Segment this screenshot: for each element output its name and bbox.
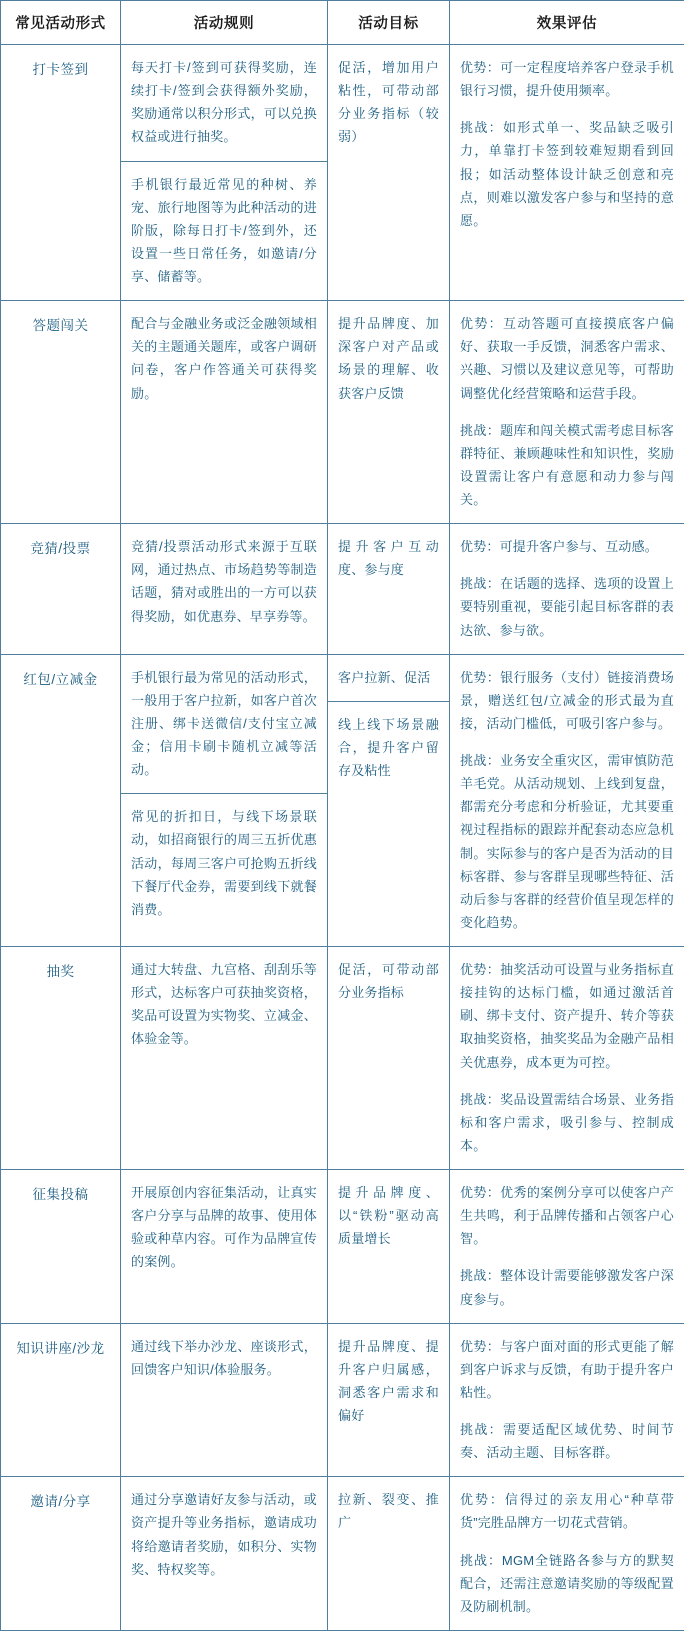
activity-form-label: 邀请/分享 bbox=[1, 1477, 120, 1526]
evaluation-advantage: 优势：可一定程度培养客户登录手机银行习惯，提升使用频率。 bbox=[460, 56, 674, 102]
activity-form-label: 征集投稿 bbox=[1, 1170, 120, 1219]
evaluation-block bbox=[450, 655, 684, 946]
cell-activity-form bbox=[1, 45, 121, 301]
rule-text: 手机银行最为常见的活动形式，一般用于客户拉新，如客户首次注册、绑卡送微信/支付宝立减金；信用卡刷卡随机立减等活动。 bbox=[121, 655, 327, 794]
cell-effect-evaluation bbox=[450, 1323, 684, 1477]
evaluation-challenge: 挑战：业务安全重灾区，需审慎防范羊毛党。从活动规划、上线到复盘，都需充分考虑和分析验证，尤其要重视过程指标的跟踪并配套动态应急机制。实际参与的客户是否为活动的目标客群、参与客群呈现哪些特征、活动后参与客群的经营价值呈现怎样的变化趋势。 bbox=[460, 749, 674, 934]
goal-text: 提升品牌度、提升客户归属感，洞悉客户需求和偏好 bbox=[328, 1324, 449, 1440]
goal-text: 促活，增加用户粘性，可带动部分业务指标（较弱） bbox=[328, 45, 449, 161]
rule-text: 开展原创内容征集活动，让真实客户分享与品牌的故事、使用体验或种草内容。可作为品牌宣传的案例。 bbox=[121, 1170, 327, 1286]
evaluation-advantage: 优势：信得过的亲友用心“种草带货”完胜品牌方一切花式营销。 bbox=[460, 1488, 674, 1534]
activity-form-label: 知识讲座/沙龙 bbox=[1, 1324, 120, 1373]
rule-segment bbox=[121, 793, 327, 933]
evaluation-advantage: 优势：互动答题可直接摸底客户偏好、获取一手反馈，洞悉客户需求、兴趣、习惯以及建议意见等，可帮助调整优化经营策略和运营手段。 bbox=[460, 312, 674, 405]
activity-form-label: 红包/立减金 bbox=[1, 655, 120, 704]
evaluation-challenge: 挑战：需要适配区域优势、时间节奏、活动主题、目标客群。 bbox=[460, 1418, 674, 1464]
evaluation-advantage: 优势：银行服务（支付）链接消费场景，赠送红包/立减金的形式最为直接，活动门槛低，可吸引客户参与。 bbox=[460, 666, 674, 735]
rule-text: 通过分享邀请好友参与活动，或资产提升等业务指标，邀请成功将给邀请者奖励，如积分、实物奖、特权奖等。 bbox=[121, 1477, 327, 1593]
rule-text: 配合与金融业务或泛金融领域相关的主题通关题库，或客户调研问卷，客户作答通关可获得奖励。 bbox=[121, 301, 327, 417]
evaluation-challenge: 挑战：MGM全链路各参与方的默契配合，还需注意邀请奖励的等级配置及防刷机制。 bbox=[460, 1549, 674, 1618]
table-row bbox=[1, 1170, 684, 1324]
table-row bbox=[1, 45, 684, 301]
activity-form-label: 竞猜/投票 bbox=[1, 524, 120, 573]
cell-effect-evaluation bbox=[450, 45, 684, 301]
activity-form-label: 打卡签到 bbox=[1, 45, 120, 94]
cell-activity-rules bbox=[121, 1323, 328, 1477]
cell-effect-evaluation bbox=[450, 301, 684, 524]
goal-segment bbox=[328, 655, 449, 701]
cell-activity-goals bbox=[328, 301, 450, 524]
rule-text: 竞猜/投票活动形式来源于互联网，通过热点、市场趋势等制造话题，猜对或胜出的一方可以获得奖励，如优惠券、早享券等。 bbox=[121, 524, 327, 640]
cell-activity-rules bbox=[121, 301, 328, 524]
cell-activity-goals bbox=[328, 524, 450, 655]
cell-effect-evaluation bbox=[450, 947, 684, 1170]
cell-activity-rules bbox=[121, 1170, 328, 1324]
goal-text: 拉新、裂变、推广 bbox=[328, 1477, 449, 1546]
table-row bbox=[1, 524, 684, 655]
evaluation-block bbox=[450, 301, 684, 523]
cell-activity-form bbox=[1, 1170, 121, 1324]
table-body bbox=[1, 45, 684, 1631]
cell-activity-goals bbox=[328, 1323, 450, 1477]
cell-activity-form bbox=[1, 1477, 121, 1631]
activity-form-label: 抽奖 bbox=[1, 947, 120, 996]
evaluation-advantage: 优势：优秀的案例分享可以使客户产生共鸣，利于品牌传播和占领客户心智。 bbox=[460, 1181, 674, 1250]
evaluation-challenge: 挑战：奖品设置需结合场景、业务指标和客户需求，吸引参与、控制成本。 bbox=[460, 1088, 674, 1157]
cell-effect-evaluation bbox=[450, 654, 684, 946]
rule-segment bbox=[121, 161, 327, 301]
column-header-activity-goals: 活动目标 bbox=[328, 1, 450, 45]
evaluation-challenge: 挑战：整体设计需要能够激发客户深度参与。 bbox=[460, 1264, 674, 1310]
activity-form-label: 答题闯关 bbox=[1, 301, 120, 350]
evaluation-block bbox=[450, 1324, 684, 1477]
cell-activity-rules bbox=[121, 1477, 328, 1631]
cell-activity-form bbox=[1, 654, 121, 946]
table-row bbox=[1, 301, 684, 524]
cell-effect-evaluation bbox=[450, 524, 684, 655]
goal-text: 线上线下场景融合，提升客户留存及粘性 bbox=[328, 702, 449, 794]
cell-activity-goals bbox=[328, 45, 450, 301]
cell-effect-evaluation bbox=[450, 1170, 684, 1324]
cell-activity-form bbox=[1, 524, 121, 655]
evaluation-challenge: 挑战：在话题的选择、选项的设置上要特别重视，要能引起目标客群的表达欲、参与欲。 bbox=[460, 572, 674, 641]
table-row bbox=[1, 947, 684, 1170]
column-header-effect-evaluation: 效果评估 bbox=[450, 1, 684, 45]
cell-activity-rules bbox=[121, 947, 328, 1170]
rule-text: 手机银行最近常见的种树、养宠、旅行地图等为此种活动的进阶版，除每日打卡/签到外，还设置一些日常任务，如邀请/分享、储蓄等。 bbox=[121, 162, 327, 301]
cell-activity-goals bbox=[328, 1170, 450, 1324]
cell-activity-goals bbox=[328, 1477, 450, 1631]
table-header-row bbox=[1, 1, 684, 45]
evaluation-challenge: 挑战：题库和闯关模式需考虑目标客群特征、兼顾趣味性和知识性，奖励设置需让客户有意愿和动力参与闯关。 bbox=[460, 419, 674, 512]
evaluation-challenge: 挑战：如形式单一、奖品缺乏吸引力，单靠打卡签到较难短期看到回报；如活动整体设计缺乏创意和亮点，则难以激发客户参与和坚持的意愿。 bbox=[460, 116, 674, 232]
evaluation-block bbox=[450, 45, 684, 244]
rule-text: 通过线下举办沙龙、座谈形式，回馈客户知识/体验服务。 bbox=[121, 1324, 327, 1393]
goal-segment bbox=[328, 701, 449, 794]
cell-activity-rules bbox=[121, 45, 328, 301]
cell-activity-form bbox=[1, 947, 121, 1170]
evaluation-block bbox=[450, 1477, 684, 1630]
cell-activity-form bbox=[1, 1323, 121, 1477]
column-header-activity-rules: 活动规则 bbox=[121, 1, 328, 45]
evaluation-block bbox=[450, 947, 684, 1169]
table-row bbox=[1, 654, 684, 946]
goal-text: 客户拉新、促活 bbox=[328, 655, 449, 701]
goal-text: 提升客户互动度、参与度 bbox=[328, 524, 449, 593]
evaluation-advantage: 优势：抽奖活动可设置与业务指标直接挂钩的达标门槛，如通过激活首刷、绑卡支付、资产提升、转介等获取抽奖资格，抽奖奖品为金融产品相关优惠券，成本更为可控。 bbox=[460, 958, 674, 1074]
evaluation-block bbox=[450, 524, 684, 654]
rule-segment bbox=[121, 655, 327, 794]
table-row bbox=[1, 1477, 684, 1631]
goal-text: 提升品牌度、加深客户对产品或场景的理解、收获客户反馈 bbox=[328, 301, 449, 417]
rule-text: 每天打卡/签到可获得奖励，连续打卡/签到会获得额外奖励，奖励通常以积分形式，可以兑换权益或进行抽奖。 bbox=[121, 45, 327, 161]
cell-activity-goals bbox=[328, 947, 450, 1170]
evaluation-advantage: 优势：可提升客户参与、互动感。 bbox=[460, 535, 674, 558]
cell-activity-rules bbox=[121, 654, 328, 946]
goal-text: 提升品牌度、以“铁粉”驱动高质量增长 bbox=[328, 1170, 449, 1262]
evaluation-advantage: 优势：与客户面对面的形式更能了解到客户诉求与反馈，有助于提升客户粘性。 bbox=[460, 1335, 674, 1404]
cell-effect-evaluation bbox=[450, 1477, 684, 1631]
evaluation-block bbox=[450, 1170, 684, 1323]
cell-activity-rules bbox=[121, 524, 328, 655]
cell-activity-form bbox=[1, 301, 121, 524]
rule-text: 通过大转盘、九宫格、刮刮乐等形式，达标客户可获抽奖资格，奖品可设置为实物奖、立减金、体验金等。 bbox=[121, 947, 327, 1063]
goal-text: 促活，可带动部分业务指标 bbox=[328, 947, 449, 1016]
rule-segment bbox=[121, 45, 327, 161]
cell-activity-goals bbox=[328, 654, 450, 946]
table-row bbox=[1, 1323, 684, 1477]
rule-text: 常见的折扣日，与线下场景联动，如招商银行的周三五折优惠活动，每周三客户可抢购五折线下餐厅代金券，需要到线下就餐消费。 bbox=[121, 794, 327, 933]
column-header-activity-form: 常见活动形式 bbox=[1, 1, 121, 45]
table-header bbox=[1, 1, 684, 45]
